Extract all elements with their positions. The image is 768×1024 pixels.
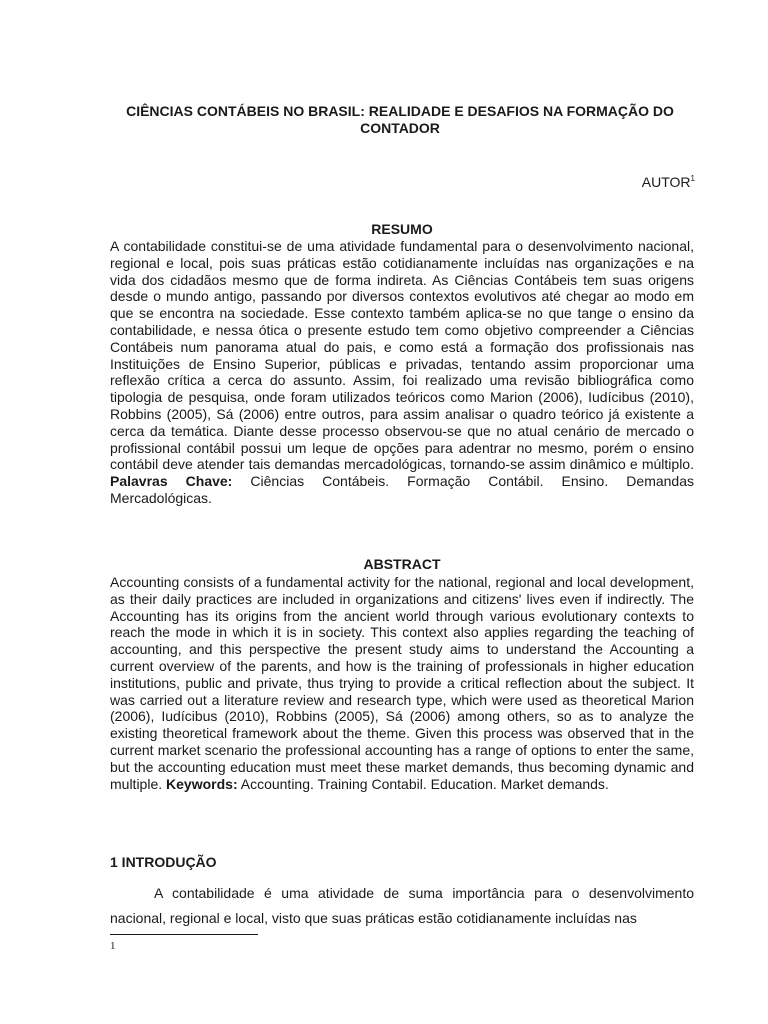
paper-title: CIÊNCIAS CONTÁBEIS NO BRASIL: REALIDADE E DESAFIOS NA FORMAÇÃO DO CONTADOR: [126, 103, 674, 136]
author-name: AUTOR: [641, 174, 691, 190]
resumo-heading: RESUMO: [371, 221, 433, 237]
resumo-text: A contabilidade constitui-se de uma atividade fundamental para o desenvolvimento nacional, regional e local, pois suas práticas estão cotidianamente incluídas nas organizações e na vida dos cidadãos mesmo que de forma indireta. As Ciências Contábeis tem suas origens desde o mundo antigo, passando por diversos contextos evolutivos até chegar ao modo em que se encontra na sociedade. Esse contexto também aplica-se no que tange o ensino da contabilidade, e nessa ótica o presente estudo tem como objetivo compreender a Ciências Contábeis num panorama atual do pais, e como está a formação dos profissionais nas Instituições de Ensino Superior, públicas e privadas, tentando assim proporcionar uma reflexão crítica a cerca do assunto. Assim, foi realizado uma revisão bibliográfica como tipologia de pesquisa, onde foram utilizados teóricos como Marion (2006), Iudícibus (2010), Robbins (2005), Sá (2006) entre outros, para assim analisar o quadro teórico já existente a cerca da temática. Diante desse processo observou-se que no atual cenário de mercado o profissional contábil possui um leque de opções para adentrar no mesmo, porém o ensino contábil deve atender tais demandas mercadológicas, tornando-se assim dinâmico e múltiplo.: [110, 238, 694, 473]
introduction-text: A contabilidade é uma atividade de suma importância para o desenvolvimento nacional, regional e local, visto que suas práticas estão cotidianamente incluídas nas: [110, 885, 694, 926]
resumo-keywords-label: Palavras Chave:: [110, 473, 233, 490]
author-footnote-mark: 1: [690, 174, 695, 183]
abstract-keywords-label: Keywords:: [166, 775, 238, 792]
footnote-divider: [110, 934, 258, 935]
abstract-keywords: Accounting. Training Contabil. Education. Market demands.: [237, 775, 609, 792]
resumo-body: [110, 238, 694, 507]
abstract-body: [110, 574, 694, 792]
abstract-text: Accounting consists of a fundamental activity for the national, regional and local development, as their daily practices are included in organizations and citizens' lives even if indirectly. The Accounting has its origins from the ancient world through various evolutionary contexts to reach the mode in which it is in society. This context also applies regarding the teaching of accounting, and this perspective the present study aims to understand the Accounting a current overview of the parents, and how is the training of professionals in higher education institutions, public and private, thus trying to provide a critical reflection about the subject. It was carried out a literature review and research type, which were used as theoretical Marion (2006), Iudícibus (2010), Robbins (2005), Sá (2006) among others, so as to analyze the existing theoretical framework about the theme. Given this process was observed that in the current market scenario the professional accounting has a range of options to enter the same, but the accounting education must meet these market demands, thus becoming dynamic and multiple.: [110, 574, 694, 792]
footnote-mark: 1: [110, 940, 116, 952]
abstract-heading: ABSTRACT: [363, 556, 441, 572]
author-line: [642, 170, 695, 191]
resumo-keywords: Ciências Contábeis. Formação Contábil. Ensino. Demandas Mercadológicas.: [110, 473, 694, 506]
introduction-heading: 1 INTRODUÇÃO: [110, 854, 217, 870]
